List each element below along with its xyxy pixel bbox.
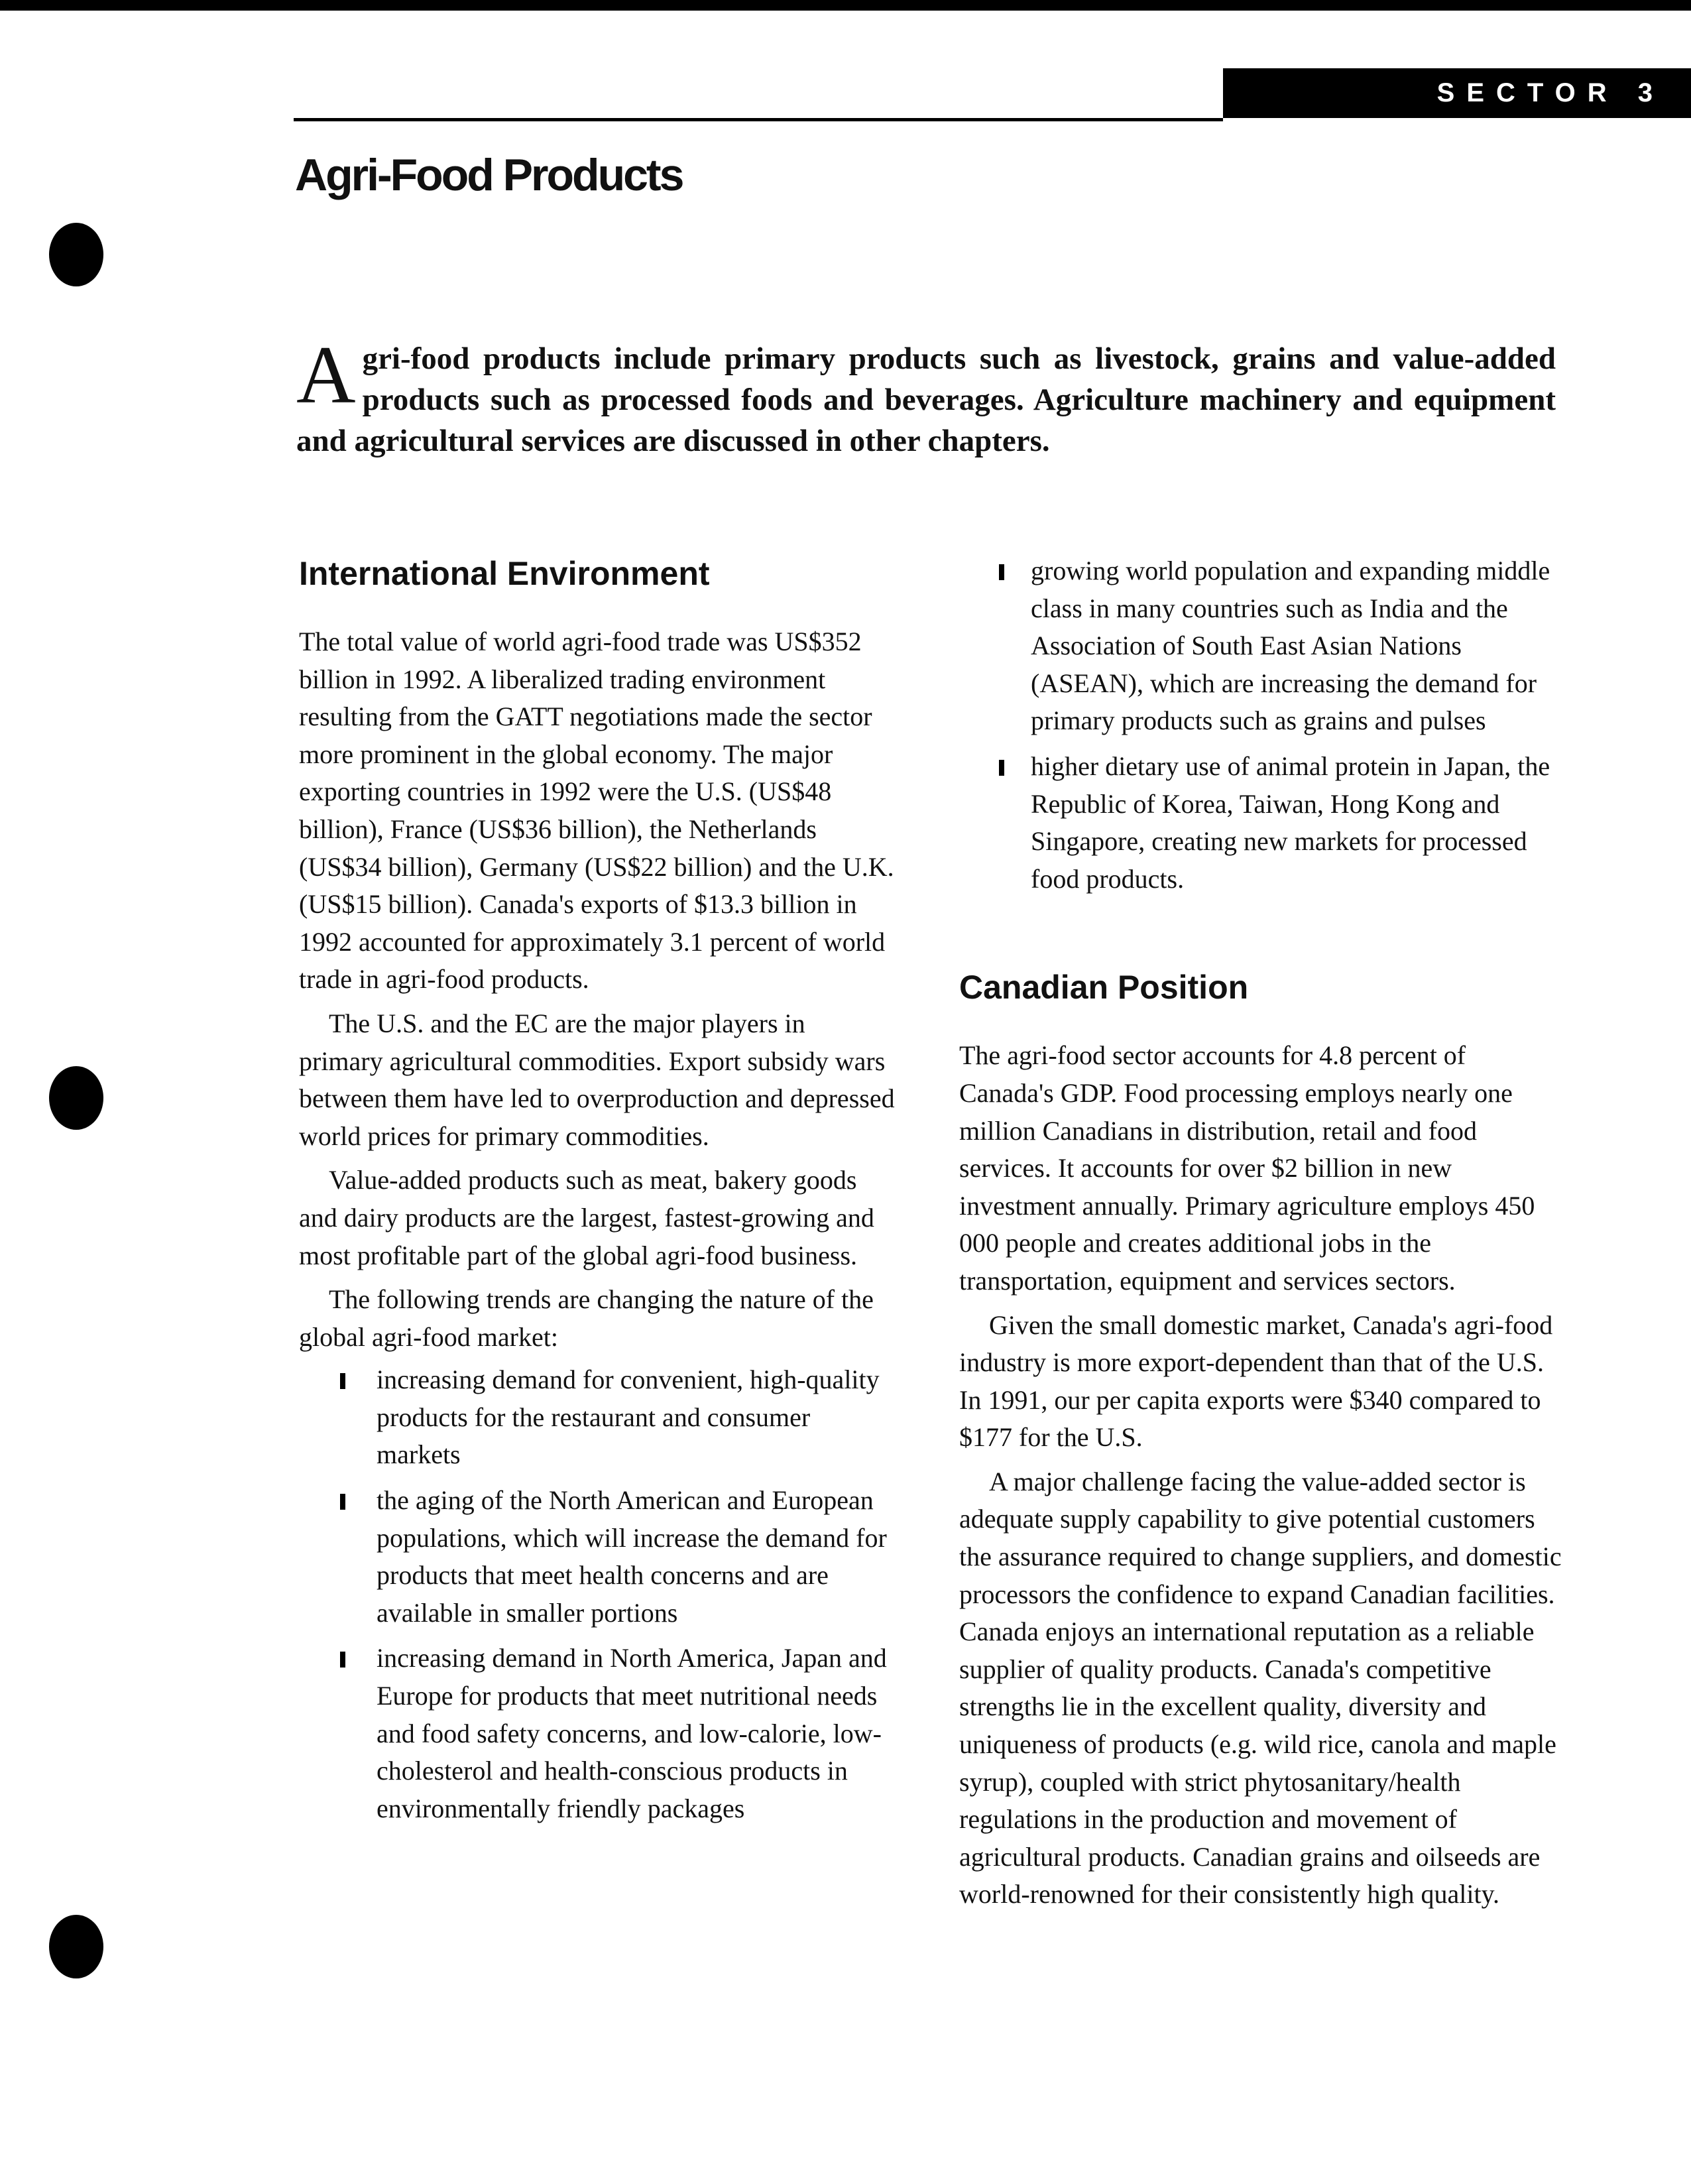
lead-text: gri-food products include primary products such as livestock, grains and value-added products such as processed foods and beverages. Agriculture machinery and equipment (362, 341, 1556, 417)
drop-cap: A (296, 330, 356, 420)
punch-hole-icon (49, 1066, 103, 1130)
bullet-icon (340, 1494, 345, 1510)
lead-paragraph (296, 330, 1556, 461)
body-paragraph: Given the small domestic market, Canada's agri-food industry is more export-dependent than that of the U.S. In 1991, our per capita exports were $340 compared to $177 for the U.S. (959, 1309, 1553, 1453)
list-item-text: the aging of the North American and European populations, which will increase the demand for products that meet health concerns and are available in smaller portions (377, 1485, 887, 1628)
lead-text-end: and agricultural services are discussed in other chapters. (296, 424, 1050, 458)
list-item-text: increasing demand for convenient, high-quality products for the restaurant and consumer markets (377, 1365, 880, 1470)
page-title: Agri-Food Products (295, 150, 683, 200)
list-item (299, 1640, 896, 1827)
punch-hole-icon (49, 1915, 103, 1978)
bullet-icon (340, 1652, 345, 1668)
bullet-icon (999, 760, 1004, 776)
top-border-bar (0, 0, 1691, 11)
body-paragraph: The total value of world agri-food trade was US$352 billion in 1992. A liberalized trading environment resulting from the GATT negotiations made the sector more prominent in the global economy. The major exporting countries in 1992 were the U.S. (US$48 billion), France (US$36 billion), the Netherlands (US$34 billion), Germany (US$22 billion) and the U.K. (US$15 billion). Canada's exports of $13.3 billion in 1992 accounted for approximately 3.1 percent of world trade in agri-food products. (299, 627, 894, 995)
body-paragraph: A major challenge facing the value-added sector is adequate supply capability to give potential customers the assurance required to change suppliers, and domestic processors the confidence to expand Canadian facilities. Canada enjoys an international reputation as a reliable supplier of quality products. Canada's competitive strengths lie in the excellent quality, diversity and uniqueness of products (e.g. wild rice, canola and maple syrup), coupled with strict phytosanitary/health regulations in the production and movement of agricultural products. Canadian grains and oilseeds are world-renowned for their consistently high quality. (959, 1466, 1562, 1910)
section-heading-canadian: Canadian Position (959, 969, 1249, 1006)
trend-list (299, 1361, 896, 1827)
list-item (959, 552, 1562, 740)
body-paragraph: The U.S. and the EC are the major players in primary agricultural commodities. Export subsidy wars between them have led to overproduction and depressed world prices for primary commodities. (299, 1008, 895, 1151)
list-item-text: higher dietary use of animal protein in Japan, the Republic of Korea, Taiwan, Hong Kong and Singapore, creating new markets for processed food products. (1031, 751, 1550, 894)
bullet-icon (340, 1373, 345, 1389)
left-column (299, 550, 896, 1835)
sector-label: SECTOR 3 (1223, 68, 1691, 118)
body-paragraph: The following trends are changing the nature of the global agri-food market: (299, 1284, 874, 1352)
list-item-text: increasing demand in North America, Japan and Europe for products that meet nutritional needs and food safety concerns, and low-calorie, low-cholesterol and health-conscious products in environmentally friendly packages (377, 1643, 887, 1823)
list-item-text: growing world population and expanding middle class in many countries such as India and the Association of South East Asian Nations (ASEAN), which are increasing the demand for primary products such as grains and pulses (1031, 556, 1550, 736)
body-paragraph: Value-added products such as meat, bakery goods and dairy products are the largest, fastest-growing and most profitable part of the global agri-food business. (299, 1165, 874, 1270)
list-item (299, 1361, 896, 1474)
bullet-icon (999, 564, 1004, 580)
section-heading-international: International Environment (299, 555, 710, 592)
trend-list-continued (959, 552, 1562, 898)
body-paragraph: The agri-food sector accounts for 4.8 percent of Canada's GDP. Food processing employs nearly one million Canadians in distribution, retail and food services. It accounts for over $2 billion in new investment annually. Primary agriculture employs 450 000 people and creates additional jobs in the transportation, equipment and services sectors. (959, 1040, 1535, 1296)
right-column (959, 547, 1562, 1913)
header-rule (294, 118, 1223, 121)
punch-hole-icon (49, 223, 103, 286)
list-item (299, 1482, 896, 1632)
list-item (959, 748, 1562, 898)
